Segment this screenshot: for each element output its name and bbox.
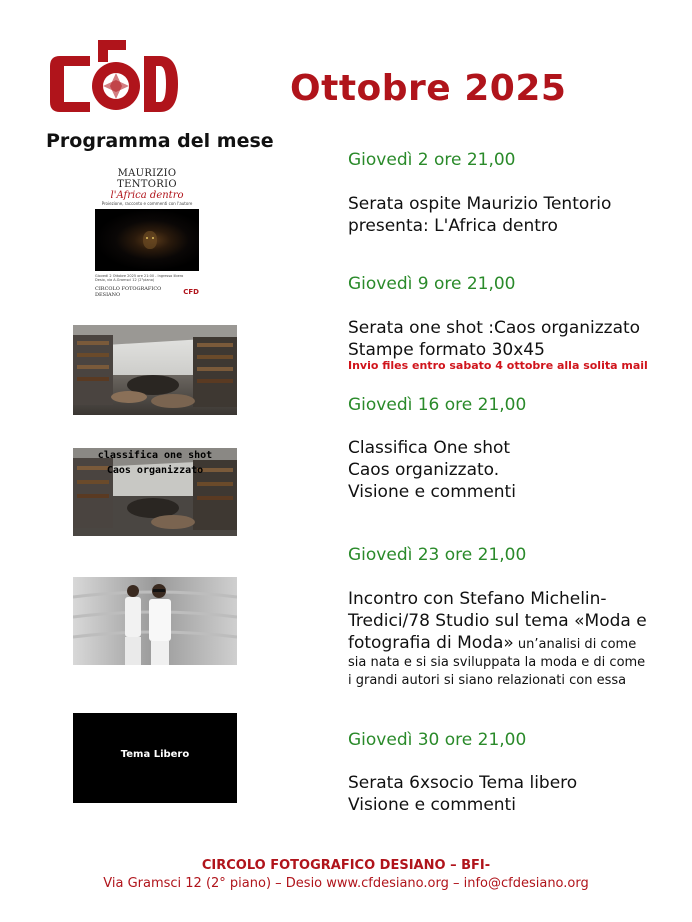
event-line: Caos organizzato.: [348, 460, 500, 480]
event-line: Stampe formato 30x45: [348, 340, 545, 360]
event-line-main: fotografia di Moda»: [348, 633, 514, 653]
thumb-caption: Tema Libero: [120, 749, 190, 760]
footer-address: Via Gramsci 12 (2° piano) – Desio www.cfdesiano.org – info@cfdesiano.org: [103, 876, 589, 891]
poster-logo: CFD: [183, 288, 199, 296]
event-date: Giovedì 16 ore 21,00: [348, 395, 527, 415]
footer-org-name: CIRCOLO FOTOGRAFICO DESIANO: [201, 858, 446, 873]
event-poster: [92, 168, 202, 298]
footer-org: [0, 858, 692, 873]
event-description: [348, 772, 577, 816]
event-line: Serata ospite Maurizio Tentorio: [348, 194, 612, 214]
cfd-logo: [46, 36, 182, 120]
event-description: [348, 317, 640, 361]
event-note: Invio files entro sabato 4 ottobre alla solita mail: [348, 359, 648, 372]
event-thumbnail-caos: [73, 325, 237, 415]
poster-info-1: Giovedì 2 Ottobre 2025 ore 21:00 - Ingresso libero: [95, 274, 184, 278]
event-line: i grandi autori si siano relazionati con essa: [348, 673, 627, 688]
poster-info-2: Desio, via A.Gramsci 12 (2°piano): [95, 278, 155, 282]
page-subtitle: Programma del mese: [46, 130, 274, 152]
event-line: Incontro con Stefano Michelin-: [348, 589, 607, 609]
poster-org: CIRCOLO FOTOGRAFICO DESIANO: [95, 286, 162, 298]
poster-author: MAURIZIO TENTORIO: [117, 168, 177, 190]
event-line: Tredici/78 Studio sul tema «Moda e: [348, 611, 647, 631]
event-date: Giovedì 23 ore 21,00: [348, 545, 527, 565]
poster-title: l'Africa dentro: [110, 190, 184, 201]
footer-org-suffix: – BFI-: [445, 858, 491, 873]
event-date: Giovedì 2 ore 21,00: [348, 150, 516, 170]
thumb-caption-2: Caos organizzato: [106, 465, 204, 476]
event-line: presenta: L'Africa dentro: [348, 216, 558, 236]
event-date: Giovedì 30 ore 21,00: [348, 730, 527, 750]
event-date: Giovedì 9 ore 21,00: [348, 274, 516, 294]
event-thumbnail-tema-libero: [73, 713, 237, 803]
event-line: Serata 6xsocio Tema libero: [348, 773, 578, 793]
event-description: [348, 437, 516, 503]
poster-image-leopard: [95, 209, 199, 271]
poster-caption: Proiezione, racconto e commenti con l'autore: [101, 201, 193, 206]
event-line: Visione e commenti: [348, 482, 516, 502]
page-title: Ottobre 2025: [290, 68, 567, 109]
event-line: Classifica One shot: [348, 438, 511, 458]
cfd-logo-graphic: [46, 36, 182, 120]
event-line: [348, 632, 647, 654]
event-thumbnail-fashion: [73, 577, 237, 665]
event-line: sia nata e si sia sviluppata la moda e di come: [348, 655, 646, 670]
poster-footer: [92, 286, 202, 298]
event-line-small: un’analisi di come: [513, 637, 637, 652]
thumb-caption-1: classifica one shot: [97, 450, 213, 461]
event-thumbnail-classifica: [73, 448, 237, 536]
event-line: Serata one shot :Caos organizzato: [348, 318, 641, 338]
event-line: Visione e commenti: [348, 795, 516, 815]
event-description: [348, 193, 611, 237]
event-description: [348, 588, 647, 690]
